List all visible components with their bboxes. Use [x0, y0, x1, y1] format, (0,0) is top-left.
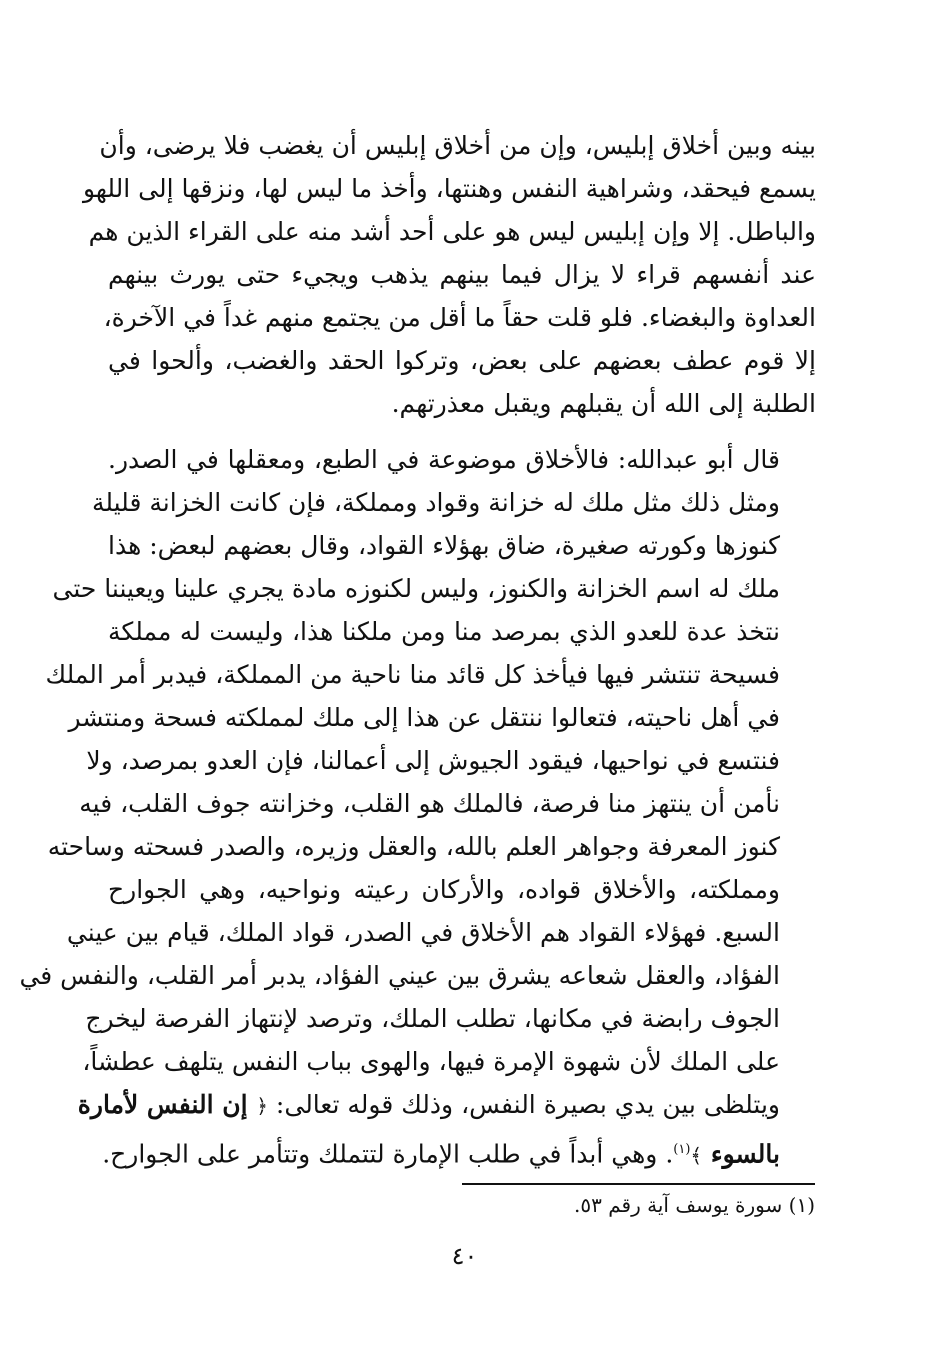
text-line: كنوز المعرفة وجواهر العلم بالله، والعقل وزيره، والصدر فسحته وساحته — [47, 832, 780, 861]
quran-verse-continued: بالسوء — [702, 1139, 780, 1169]
quran-open-bracket: ﴿ — [256, 1094, 268, 1118]
quran-line — [77, 1083, 816, 1128]
text-line: في أهل ناحيته، فتعالوا ننتقل عن هذا إلى ملك لمملكته فسحة ومنتشر — [68, 703, 780, 732]
text-line: العداوة والبغضاء. فلو قلت حقاً ما أقل من يجتمع منهم غداً في الآخرة، — [103, 303, 816, 332]
text-line: بينه وبين أخلاق إبليس، وإن من أخلاق إبليس أن يغضب فلا يرضى، وأن — [99, 131, 816, 160]
text-line: ومملكته، والأخلاق قواده، والأركان رعيته ونواحيه، وهي الجوارح — [108, 875, 780, 904]
text-line: إلا قوم عطف بعضهم على بعض، وتركوا الحقد والغضب، وألحوا في — [108, 346, 816, 375]
quran-verse: إن النفس لأمارة — [77, 1090, 257, 1119]
text-line: الفؤاد، والعقل شعاعه يشرق بين عيني الفؤاد، يدبر أمر القلب، والنفس في — [19, 961, 780, 990]
text-line: نأمن أن ينتهز منا فرصة، فالملك هو القلب، وخزانته جوف القلب، فيه — [79, 789, 780, 818]
text-span: . وهي أبداً في طلب الإمارة لتتملك وتتأمر على الجوارح. — [102, 1139, 674, 1169]
page-number: ٤٠ — [451, 1242, 478, 1270]
quran-close-bracket: ﴾ — [690, 1143, 703, 1168]
text-span: ويتلظى بين يدي بصيرة النفس، وذلك قوله تعالى: — [267, 1090, 780, 1119]
text-line: الطلبة إلى الله أن يقبلهم ويقبل معذرتهم. — [391, 389, 816, 418]
paragraph-1 — [82, 124, 816, 425]
text-line: على الملك لأن شهوة الإمرة فيها، والهوى بباب النفس يتلهف عطشاً، — [82, 1047, 780, 1076]
text-line: السبع. فهؤلاء القواد هم الأخلاق في الصدر، قواد الملك، قيام بين عيني — [66, 918, 780, 947]
text-line: الجوف رابضة في مكانها، تطلب الملك، وترصد لإنتهاز الفرصة ليخرج — [85, 1004, 780, 1033]
footnote: (١) سورة يوسف آية رقم ٥٣. — [574, 1193, 815, 1217]
text-line: فنتسع في نواحيها، فيقود الجيوش إلى أعمالنا، فإن العدو بمرصد، ولا — [86, 746, 780, 775]
text-line — [102, 1128, 816, 1177]
text-line: عند أنفسهم قراء لا يزال فيما بينهم يذهب ويجيء حتى يورث بينهم — [108, 260, 816, 289]
text-line: نتخذ عدة للعدو الذي بمرصد منا ومن ملكنا هذا، وليست له مملكة — [108, 617, 780, 646]
text-line: فسيحة تنتشر فيها فيأخذ كل قائد منا ناحية من المملكة، فيدبر أمر الملك — [45, 660, 780, 689]
text-line: قال أبو عبدالله: فالأخلاق موضوعة في الطبع، ومعقلها في الصدر. — [108, 445, 780, 474]
text-line: ومثل ذلك مثل ملك له خزانة وقواد ومملكة، فإن كانت الخزانة قليلة — [91, 488, 780, 517]
text-line: ملك له اسم الخزانة والكنوز، وليس لكنوزه مادة يجري علينا ويعيننا حتى — [52, 574, 780, 603]
text-line: كنوزها وكورته صغيرة، ضاق بهؤلاء القواد، وقال بعضهم لبعض: هذا — [108, 531, 780, 560]
paragraph-2 — [19, 438, 816, 1177]
text-line: والباطل. إلا وإن إبليس ليس هو على أحد أشد منه على القراء الذين هم — [88, 217, 816, 246]
text-line: يسمع فيحقد، وشراهية النفس وهنتها، وأخذ ما ليس لها، ونزقها إلى اللهو — [82, 174, 816, 203]
footnote-divider — [462, 1183, 815, 1185]
footnote-marker[interactable]: (١) — [673, 1142, 691, 1157]
